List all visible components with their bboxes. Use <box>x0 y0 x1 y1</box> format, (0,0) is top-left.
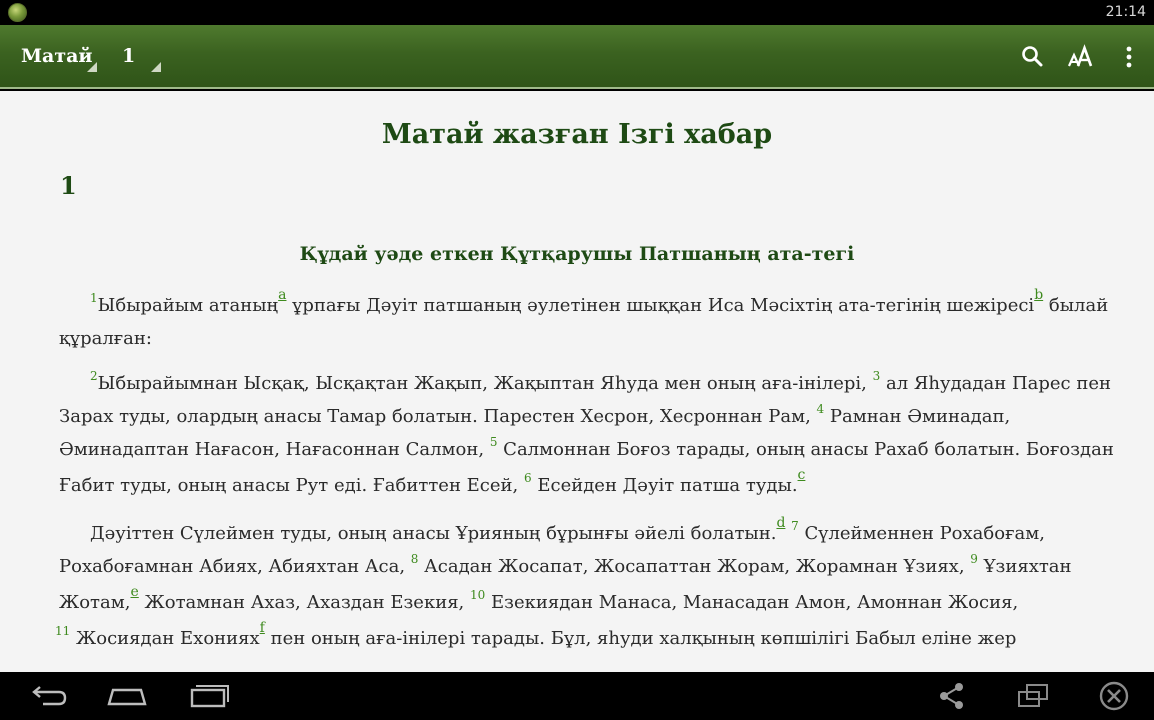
verse-text: Жосиядан Ехониях <box>70 628 260 649</box>
verse-text: құралған: <box>59 328 152 349</box>
app-icon <box>8 3 27 22</box>
recent-apps-icon <box>185 680 233 712</box>
verse-text: Әминадаптан Нағасон, Нағасоннан Салмон, <box>59 439 490 460</box>
back-icon <box>23 680 71 712</box>
status-bar <box>0 0 1154 25</box>
verse-text: Езекиядан Манаса, Манасадан Амон, Амоннан Жосия, <box>485 592 1019 613</box>
text-line <box>55 620 1017 649</box>
home-icon <box>103 680 151 712</box>
footnote-link[interactable]: f <box>259 620 265 636</box>
navigation-bar <box>0 672 1154 720</box>
home-button[interactable] <box>103 680 151 712</box>
verse-number: 4 <box>816 402 825 416</box>
footnote-link[interactable]: d <box>776 515 786 531</box>
share-icon <box>928 680 976 712</box>
verse-number: 6 <box>523 471 532 485</box>
chapter-spinner[interactable] <box>112 25 161 87</box>
chapter-spinner-label: 1 <box>122 45 136 67</box>
text-line <box>59 328 152 349</box>
window-button[interactable] <box>1010 680 1058 712</box>
verse-text: Салмоннан Боғоз тарады, оның анасы Рахаб болатын. Боғоздан <box>497 439 1114 460</box>
verse-number: 7 <box>791 519 799 533</box>
verse-number: 2 <box>90 369 98 383</box>
verse-text: ал Яһудадан Парес пен <box>880 373 1111 394</box>
verse-text: Рамнан Әминадап, <box>824 406 1011 427</box>
book-spinner-label: Матай <box>21 45 93 67</box>
verse-text: Жотам, <box>59 592 131 613</box>
spinner-corner-icon <box>87 62 97 72</box>
verse-number: 5 <box>489 435 498 449</box>
verse-text: ұрпағы Дәуіт патшаның әулетінен шыққан Иса Мәсіхтің ата-тегінің шежіресі <box>286 295 1035 316</box>
verse-text: Ыбырайым атаның <box>97 295 279 316</box>
verse-number: 3 <box>872 369 881 383</box>
verse-text: Ыбырайымнан Ысқақ, Ысқақтан Жақып, Жақыптан Яһуда мен оның аға-інілері, <box>97 373 873 394</box>
verse-text: Зарах туды, олардың анасы Тамар болатын. Парестен Хесрон, Хесроннан Рам, <box>59 406 817 427</box>
verse-text: пен оның аға-інілері тарады. Бұл, яһуди халқының көпшілігі Бабыл еліне жер <box>264 628 1017 649</box>
footnote-link[interactable]: a <box>278 287 287 303</box>
verse-text: Ғабит туды, оның анасы Рут еді. Ғабиттен Есей, <box>59 475 524 496</box>
section-heading: Құдай уәде еткен Құтқарушы Патшаның ата-тегі <box>299 243 855 265</box>
footnote-link[interactable]: b <box>1034 287 1044 303</box>
book-title: Матай жазған Ізгі хабар <box>381 119 773 150</box>
footnote-link[interactable]: c <box>797 467 806 483</box>
verse-number: 8 <box>410 552 419 566</box>
verse-number: 9 <box>970 552 978 566</box>
close-button[interactable] <box>1090 680 1138 712</box>
text-line <box>90 515 1045 544</box>
status-clock: 21:14 <box>1105 4 1146 20</box>
verse-text: Асадан Жосапат, Жосапаттан Жорам, Жорамнан Ұзиях, <box>418 556 971 577</box>
text-size-button[interactable] <box>1061 37 1101 77</box>
verse-number: 10 <box>470 588 486 602</box>
search-icon <box>1013 37 1053 77</box>
search-button[interactable] <box>1013 37 1053 77</box>
share-button[interactable] <box>928 680 976 712</box>
window-icon <box>1010 680 1058 712</box>
text-size-icon <box>1061 37 1101 77</box>
text-line <box>90 287 1109 316</box>
verse-text: Жотамнан Ахаз, Ахаздан Езекия, <box>138 592 470 613</box>
verse-text: Дәуіттен Сүлеймен туды, оның анасы Ұрияның бұрынғы әйелі болатын. <box>90 523 777 544</box>
footnote-link[interactable]: e <box>130 584 139 600</box>
verse-text: Есейден Дәуіт патша туды. <box>531 475 798 496</box>
text-line <box>59 552 1072 577</box>
text-line <box>59 435 1114 460</box>
verse-number: 11 <box>55 624 71 638</box>
text-line <box>59 402 1011 427</box>
overflow-menu-icon <box>1109 37 1149 77</box>
verse-text: былай <box>1043 295 1109 316</box>
text-line <box>90 369 1111 394</box>
spinner-corner-icon <box>151 62 161 72</box>
back-button[interactable] <box>23 680 71 712</box>
verse-text: Ұзияхтан <box>977 556 1072 577</box>
verse-text: Рохабоғамнан Абиях, Абияхтан Аса, <box>59 556 411 577</box>
text-line <box>59 467 806 496</box>
recent-apps-button[interactable] <box>185 680 233 712</box>
close-icon <box>1090 680 1138 712</box>
bible-text-view[interactable] <box>0 91 1154 672</box>
text-line <box>59 584 1019 613</box>
verse-text: Сүлейменнен Рохабоғам, <box>798 523 1045 544</box>
chapter-number: 1 <box>60 171 77 200</box>
overflow-menu-button[interactable] <box>1109 37 1149 77</box>
action-bar <box>0 25 1154 89</box>
book-spinner[interactable] <box>0 25 97 87</box>
verse-number: 1 <box>90 291 98 305</box>
